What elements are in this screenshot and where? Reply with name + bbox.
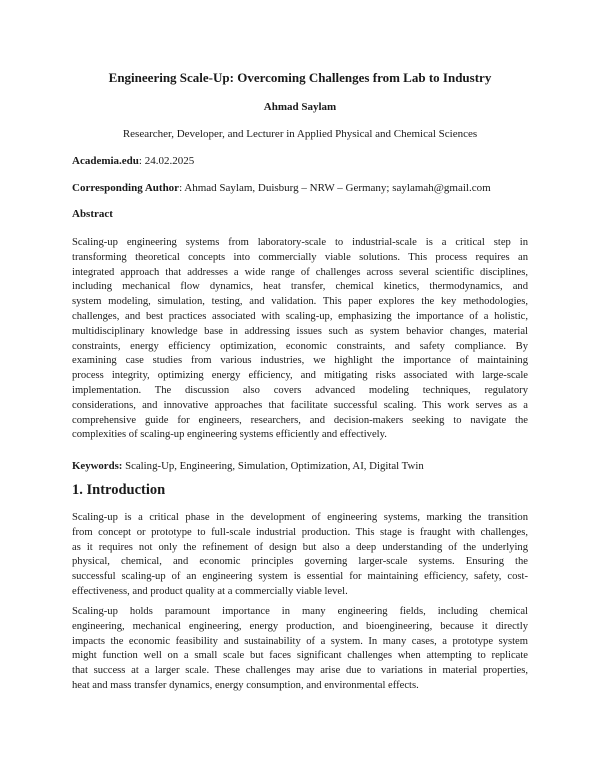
intro-paragraph-2 (72, 605, 528, 694)
text-line: Scaling-up holds paramount importance in many engineering fields, including chemical (72, 606, 528, 617)
abstract-heading: Abstract (72, 208, 113, 220)
text-line: might function well on a small scale but faces significant challenges when attempting to replicate (72, 650, 528, 662)
text-line: integrated approach that addresses a wide range of challenges across several scientific disciplines, (72, 266, 528, 278)
section-heading-introduction: 1. Introduction (72, 482, 166, 498)
text-line: examining case studies from various industries, we highlight the importance of maintaining (72, 355, 528, 367)
text-line: challenges, and best practices associated with scaling-up, emphasizing the importance of a holistic, (72, 310, 528, 322)
text-line: successful scaling-up of an engineering system is essential for maintaining efficiency, safety, cost- (72, 571, 528, 583)
academia-date (72, 155, 528, 167)
text-line: complexities of scaling-up engineering systems efficiently and effectively. (72, 429, 387, 441)
author-name: Ahmad Saylam (263, 101, 337, 113)
text-line: constraints, energy efficiency optimization, economic constraints, and safety compliance. By (72, 340, 528, 352)
abstract-body (72, 236, 528, 443)
text-line: from concept or prototype to full-scale industrial production. This stage is fraught with challenges, (72, 526, 528, 538)
text-line: multidisciplinary knowledge base in addressing issues such as system behavior changes, material (72, 325, 528, 337)
text-line: implementation. The discussion also covers advanced modeling techniques, regulatory (72, 384, 528, 396)
corresponding-value: : Ahmad Saylam, Duisburg – NRW – Germany; saylamah@gmail.com (179, 182, 491, 194)
text-line: Scaling-up is a critical phase in the development of engineering systems, marking the transition (72, 512, 528, 523)
text-line: as it requires not only the refinement of design but also a deep understanding of the underlying (72, 541, 528, 553)
corresponding-author (72, 182, 528, 194)
academia-value: : 24.02.2025 (138, 155, 195, 167)
keywords-label: Keywords: (72, 460, 123, 472)
text-line: effectiveness, and product quality at a commercially viable level. (72, 585, 348, 597)
text-line: that success at a larger scale. These challenges may arise due to variations in material properties, (72, 665, 528, 677)
text-line: Scaling-up engineering systems from laboratory-scale to industrial-scale is a critical step in (72, 237, 528, 248)
text-line: engineering, mechanical engineering, energy production, and bioengineering, because it directly (72, 620, 528, 632)
text-line: transforming theoretical concepts into commercially viable solutions. This process requires an (72, 251, 528, 263)
text-line: process integrity, optimizing energy efficiency, and mitigating risks associated with large-scale (72, 370, 528, 382)
keywords-value: Scaling-Up, Engineering, Simulation, Optimization, AI, Digital Twin (122, 460, 424, 472)
text-line: system modeling, simulation, testing, and validation. This paper explores the key methodologies, (72, 296, 528, 308)
keywords (72, 460, 528, 472)
academia-label: Academia.edu (72, 155, 139, 167)
author-affiliation: Researcher, Developer, and Lecturer in Applied Physical and Chemical Sciences (122, 128, 478, 140)
paper-title: Engineering Scale-Up: Overcoming Challenges from Lab to Industry (108, 70, 492, 85)
text-line: comprehensive guide for engineers, researchers, and decision-makers seeking to navigate the (72, 414, 528, 426)
text-line: physical, chemical, and economic principles governing larger-scale systems. Ensuring the (72, 556, 528, 568)
text-line: heat and mass transfer dynamics, energy consumption, and environmental effects. (72, 679, 419, 691)
text-line: considerations, and innovative approaches that facilitate successful scaling. This work serves as a (72, 399, 528, 411)
text-line: impacts the economic feasibility and sustainability of a system. In many cases, a prototype system (72, 635, 528, 647)
corresponding-label: Corresponding Author (72, 182, 180, 194)
text-line: including mechanical flow dynamics, heat transfer, chemical kinetics, thermodynamics, and (72, 281, 528, 293)
intro-paragraph-1 (72, 511, 528, 600)
